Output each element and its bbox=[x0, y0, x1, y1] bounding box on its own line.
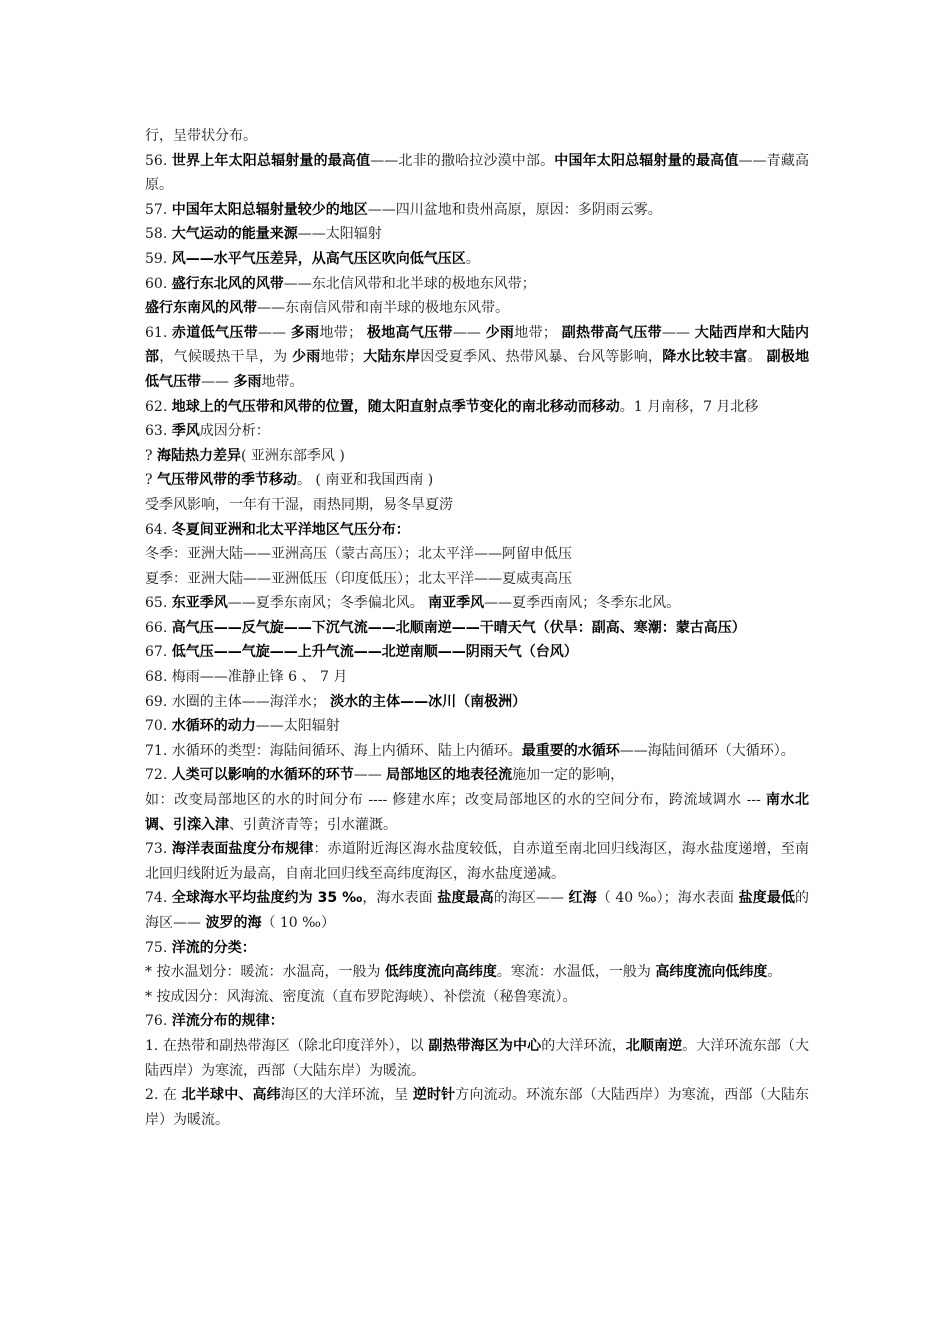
text-paragraph bbox=[145, 886, 809, 935]
text-paragraph bbox=[145, 640, 809, 665]
text-run: —— bbox=[452, 324, 486, 341]
bold-text: 风——水平气压差异，从高气压区吹向低气压区 bbox=[171, 250, 466, 267]
text-paragraph bbox=[145, 837, 809, 886]
text-run: 夏季：亚洲大陆——亚洲低压（印度低压）；北太平洋——夏威夷高压 bbox=[145, 570, 572, 587]
bold-text: 波罗的海 bbox=[205, 915, 262, 931]
text-run: 冬季：亚洲大陆——亚洲高压（蒙古高压）；北太平洋——阿留申低压 bbox=[145, 546, 572, 563]
text-run: ：赤道附近海区海水盐度较低，自赤道至南北回归线海区，海水盐度递增，至南北回归线附近为最高，自南北回归线至高纬度海区，海水盐度递减。 bbox=[145, 841, 810, 882]
bold-text: 局部地区的地表径流 bbox=[386, 767, 513, 784]
bold-text: 降水比较丰富 bbox=[662, 349, 748, 366]
text-run: 62. bbox=[145, 398, 172, 415]
bold-text: 南水北调、引滦入津 bbox=[145, 792, 809, 833]
text-run: 66. bbox=[145, 619, 172, 636]
text-paragraph bbox=[145, 1034, 809, 1083]
text-run: ? bbox=[145, 447, 157, 464]
text-run: 68. 梅雨——准静止锋 6 、 7 月 bbox=[145, 669, 348, 686]
text-paragraph bbox=[145, 222, 809, 247]
bold-text: 冬夏间亚洲和北太平洋地区气压分布： bbox=[171, 521, 410, 538]
text-run: 56. bbox=[145, 152, 172, 169]
text-run: ，海水表面 bbox=[362, 890, 438, 907]
text-run: ，气候暖热干旱，为 bbox=[159, 349, 293, 366]
bold-text: 大陆东岸 bbox=[363, 349, 421, 366]
bold-text: 盐度最高 bbox=[437, 890, 494, 907]
bold-text: 世界上年太阳总辐射量的最高值 bbox=[171, 152, 371, 169]
text-run: 2. 在 bbox=[145, 1087, 182, 1104]
bold-text: 少雨 bbox=[292, 349, 321, 366]
bold-text: 赤道低气压带 bbox=[172, 324, 258, 341]
text-run: 地带； bbox=[514, 324, 562, 341]
text-run: 方向流动。环流东部（大陆西岸）为寒流，西部（大陆东岸）为暖流。 bbox=[145, 1087, 810, 1128]
text-run: 的海区—— bbox=[145, 890, 810, 931]
bold-text: 副热带海区为中心 bbox=[428, 1037, 542, 1054]
text-paragraph bbox=[145, 124, 809, 149]
text-run: ——夏季西南风；冬季东北风。 bbox=[484, 595, 681, 612]
bold-text: 低纬度流向高纬度 bbox=[384, 964, 497, 981]
text-paragraph bbox=[145, 493, 809, 518]
text-paragraph bbox=[145, 444, 809, 469]
bold-text: 副热带高气压带 bbox=[561, 324, 662, 341]
text-run: 地带； bbox=[319, 324, 367, 341]
text-paragraph bbox=[145, 149, 809, 198]
text-run: ? bbox=[145, 472, 157, 489]
text-run: 因受夏季风、热带风暴、台风等影响， bbox=[420, 349, 663, 366]
text-run: —— bbox=[201, 373, 234, 390]
text-run: ——夏季东南风；冬季偏北风。 bbox=[227, 595, 429, 612]
text-run: 71. 水循环的类型：海陆间循环、海上内循环、陆上内循环。 bbox=[145, 742, 522, 759]
text-run: —— bbox=[661, 324, 695, 341]
text-run: 的大洋环流， bbox=[541, 1037, 626, 1054]
document-body bbox=[145, 124, 809, 1132]
text-paragraph bbox=[145, 468, 809, 493]
bold-text: 淡水的主体——冰川（南极洲） bbox=[330, 693, 527, 710]
text-run: * 按水温划分：暖流：水温高，一般为 bbox=[145, 964, 385, 981]
text-run: 63. bbox=[145, 423, 172, 440]
bold-text: 全球海水平均盐度约为 35 ‰ bbox=[171, 890, 363, 907]
bold-text: 红海 bbox=[568, 890, 597, 907]
text-run: ——四川盆地和贵州高原，原因：多阴雨云雾。 bbox=[367, 201, 662, 218]
bold-text: 东亚季风 bbox=[171, 595, 228, 612]
text-run: 。 bbox=[747, 349, 767, 366]
text-run: 65. bbox=[145, 595, 172, 612]
text-run: 、引黄济青等；引水灌溉。 bbox=[229, 816, 397, 833]
text-run: 。1 月南移，7 月北移 bbox=[619, 398, 759, 415]
bold-text: 北顺南逆 bbox=[625, 1037, 683, 1054]
bold-text: 高气压——反气旋——下沉气流——北顺南逆——干晴天气（伏旱：副高、寒潮：蒙古高压） bbox=[171, 619, 746, 636]
text-run: 1. 在热带和副热带海区（除北印度洋外），以 bbox=[145, 1037, 429, 1054]
text-paragraph bbox=[145, 567, 809, 592]
text-paragraph bbox=[145, 518, 809, 543]
bold-text: 盛行东南风的风带 bbox=[145, 300, 257, 317]
bold-text: 洋流的分类： bbox=[171, 939, 256, 956]
text-paragraph bbox=[145, 1083, 809, 1132]
bold-text: 季风 bbox=[171, 423, 200, 440]
text-paragraph bbox=[145, 936, 809, 961]
text-run: 。 bbox=[767, 964, 782, 981]
bold-text: 最重要的水循环 bbox=[521, 742, 620, 759]
text-run: ( 亚洲东部季风 ) bbox=[240, 447, 345, 464]
text-run: 成因分析： bbox=[199, 423, 270, 440]
bold-text: 中国年太阳总辐射量的最高值 bbox=[554, 152, 739, 169]
text-paragraph bbox=[145, 763, 809, 788]
text-run: ——东北信风带和北半球的极地东风带； bbox=[283, 275, 536, 292]
text-run: —— bbox=[353, 767, 387, 784]
bold-text: 逆时针 bbox=[412, 1087, 456, 1104]
text-paragraph bbox=[145, 419, 809, 444]
text-paragraph bbox=[145, 272, 809, 297]
text-run: 地带。 bbox=[261, 373, 304, 390]
bold-text: 盐度最低 bbox=[738, 890, 796, 907]
text-paragraph bbox=[145, 788, 809, 837]
text-run: 受季风影响，一年有干湿，雨热同期，易冬旱夏涝 bbox=[145, 496, 453, 513]
bold-text: 南亚季风 bbox=[428, 595, 485, 612]
bold-text: 极地高气压带 bbox=[366, 324, 453, 341]
text-run: 67. bbox=[145, 644, 172, 661]
text-run: （ 10 ‰） bbox=[261, 915, 335, 931]
text-run: ——太阳辐射 bbox=[297, 226, 382, 243]
text-run: 73. bbox=[145, 841, 172, 858]
text-run: 的海区—— bbox=[493, 890, 569, 907]
text-run: ——海陆间循环（大循环）。 bbox=[619, 742, 795, 759]
text-run: （ 40 ‰）；海水表面 bbox=[596, 890, 739, 907]
text-run: 地带； bbox=[320, 349, 364, 366]
text-run: 如：改变局部地区的水的时间分布 ---- 修建水库；改变局部地区的水的空间分布，跨流域调水 --- bbox=[145, 792, 766, 809]
bold-text: 中国年太阳总辐射量较少的地区 bbox=[171, 201, 368, 218]
text-run: 。大洋环流东部（大陆西岸）为寒流，西部（大陆东岸）为暖流。 bbox=[145, 1037, 810, 1079]
bold-text: 人类可以影响的水循环的环节 bbox=[171, 767, 354, 784]
text-paragraph bbox=[145, 665, 809, 690]
text-paragraph bbox=[145, 395, 809, 420]
text-run: * 按成因分：风海流、密度流（直布罗陀海峡）、补偿流（秘鲁寒流）。 bbox=[145, 988, 577, 1005]
text-run: 。寒流：水温低，一般为 bbox=[496, 964, 656, 981]
bold-text: 多雨 bbox=[290, 324, 320, 341]
text-run: 59. bbox=[145, 250, 172, 267]
text-run: 行，呈带状分布。 bbox=[145, 128, 257, 144]
text-paragraph bbox=[145, 739, 809, 764]
text-paragraph bbox=[145, 960, 809, 985]
text-run: 69. 水圈的主体——海洋水； bbox=[145, 693, 331, 710]
bold-text: 盛行东北风的风带 bbox=[171, 275, 284, 292]
text-run: 海区的大洋环流，呈 bbox=[280, 1087, 413, 1104]
text-paragraph bbox=[145, 542, 809, 567]
bold-text: 多雨 bbox=[233, 373, 262, 390]
text-run: ——青藏高原。 bbox=[145, 152, 810, 194]
text-paragraph bbox=[145, 1009, 809, 1034]
text-paragraph bbox=[145, 296, 809, 321]
text-run: 74. bbox=[145, 890, 172, 907]
text-paragraph bbox=[145, 591, 809, 616]
bold-text: 低气压——气旋——上升气流——北逆南顺——阴雨天气（台风） bbox=[171, 644, 578, 661]
text-paragraph bbox=[145, 321, 809, 395]
text-run: 75. bbox=[145, 939, 172, 956]
bold-text: 北半球中、高纬 bbox=[181, 1087, 281, 1104]
text-run: 72. bbox=[145, 767, 172, 784]
text-run: 70. bbox=[145, 718, 172, 735]
text-run: 58. bbox=[145, 226, 172, 243]
text-run: 施加一定的影响， bbox=[512, 767, 625, 784]
bold-text: 副极地低气压带 bbox=[145, 349, 810, 390]
bold-text: 高纬度流向低纬度 bbox=[655, 964, 768, 981]
text-paragraph bbox=[145, 690, 809, 715]
text-run: 76. bbox=[145, 1013, 172, 1030]
bold-text: 水循环的动力 bbox=[171, 718, 256, 735]
bold-text: 地球上的气压带和风带的位置，随太阳直射点季节变化的南北移动而移动 bbox=[171, 398, 620, 415]
text-run: —— bbox=[258, 324, 291, 341]
bold-text: 气压带风带的季节移动 bbox=[156, 472, 297, 489]
text-run: 57. bbox=[145, 201, 172, 218]
bold-text: 大气运动的能量来源 bbox=[171, 226, 298, 243]
bold-text: 洋流分布的规律： bbox=[171, 1013, 284, 1030]
bold-text: 少雨 bbox=[485, 324, 515, 341]
text-paragraph bbox=[145, 247, 809, 272]
text-paragraph bbox=[145, 714, 809, 739]
bold-text: 海洋表面盐度分布规律 bbox=[171, 841, 314, 858]
bold-text: 大陆西岸和大陆内部 bbox=[145, 324, 810, 366]
text-paragraph bbox=[145, 198, 809, 223]
text-run: 61. bbox=[145, 324, 173, 341]
bold-text: 海陆热力差异 bbox=[156, 447, 241, 464]
text-paragraph bbox=[145, 616, 809, 641]
text-run: 60. bbox=[145, 275, 172, 292]
text-run: ——东南信风带和南半球的极地东风带。 bbox=[257, 300, 509, 317]
text-run: 。 ( 南亚和我国西南 ) bbox=[296, 472, 434, 489]
text-run: ——太阳辐射 bbox=[255, 718, 340, 735]
text-run: ——北非的撒哈拉沙漠中部。 bbox=[370, 152, 555, 169]
text-run: 。 bbox=[465, 250, 480, 267]
text-run: 64. bbox=[145, 521, 172, 538]
text-paragraph bbox=[145, 985, 809, 1010]
